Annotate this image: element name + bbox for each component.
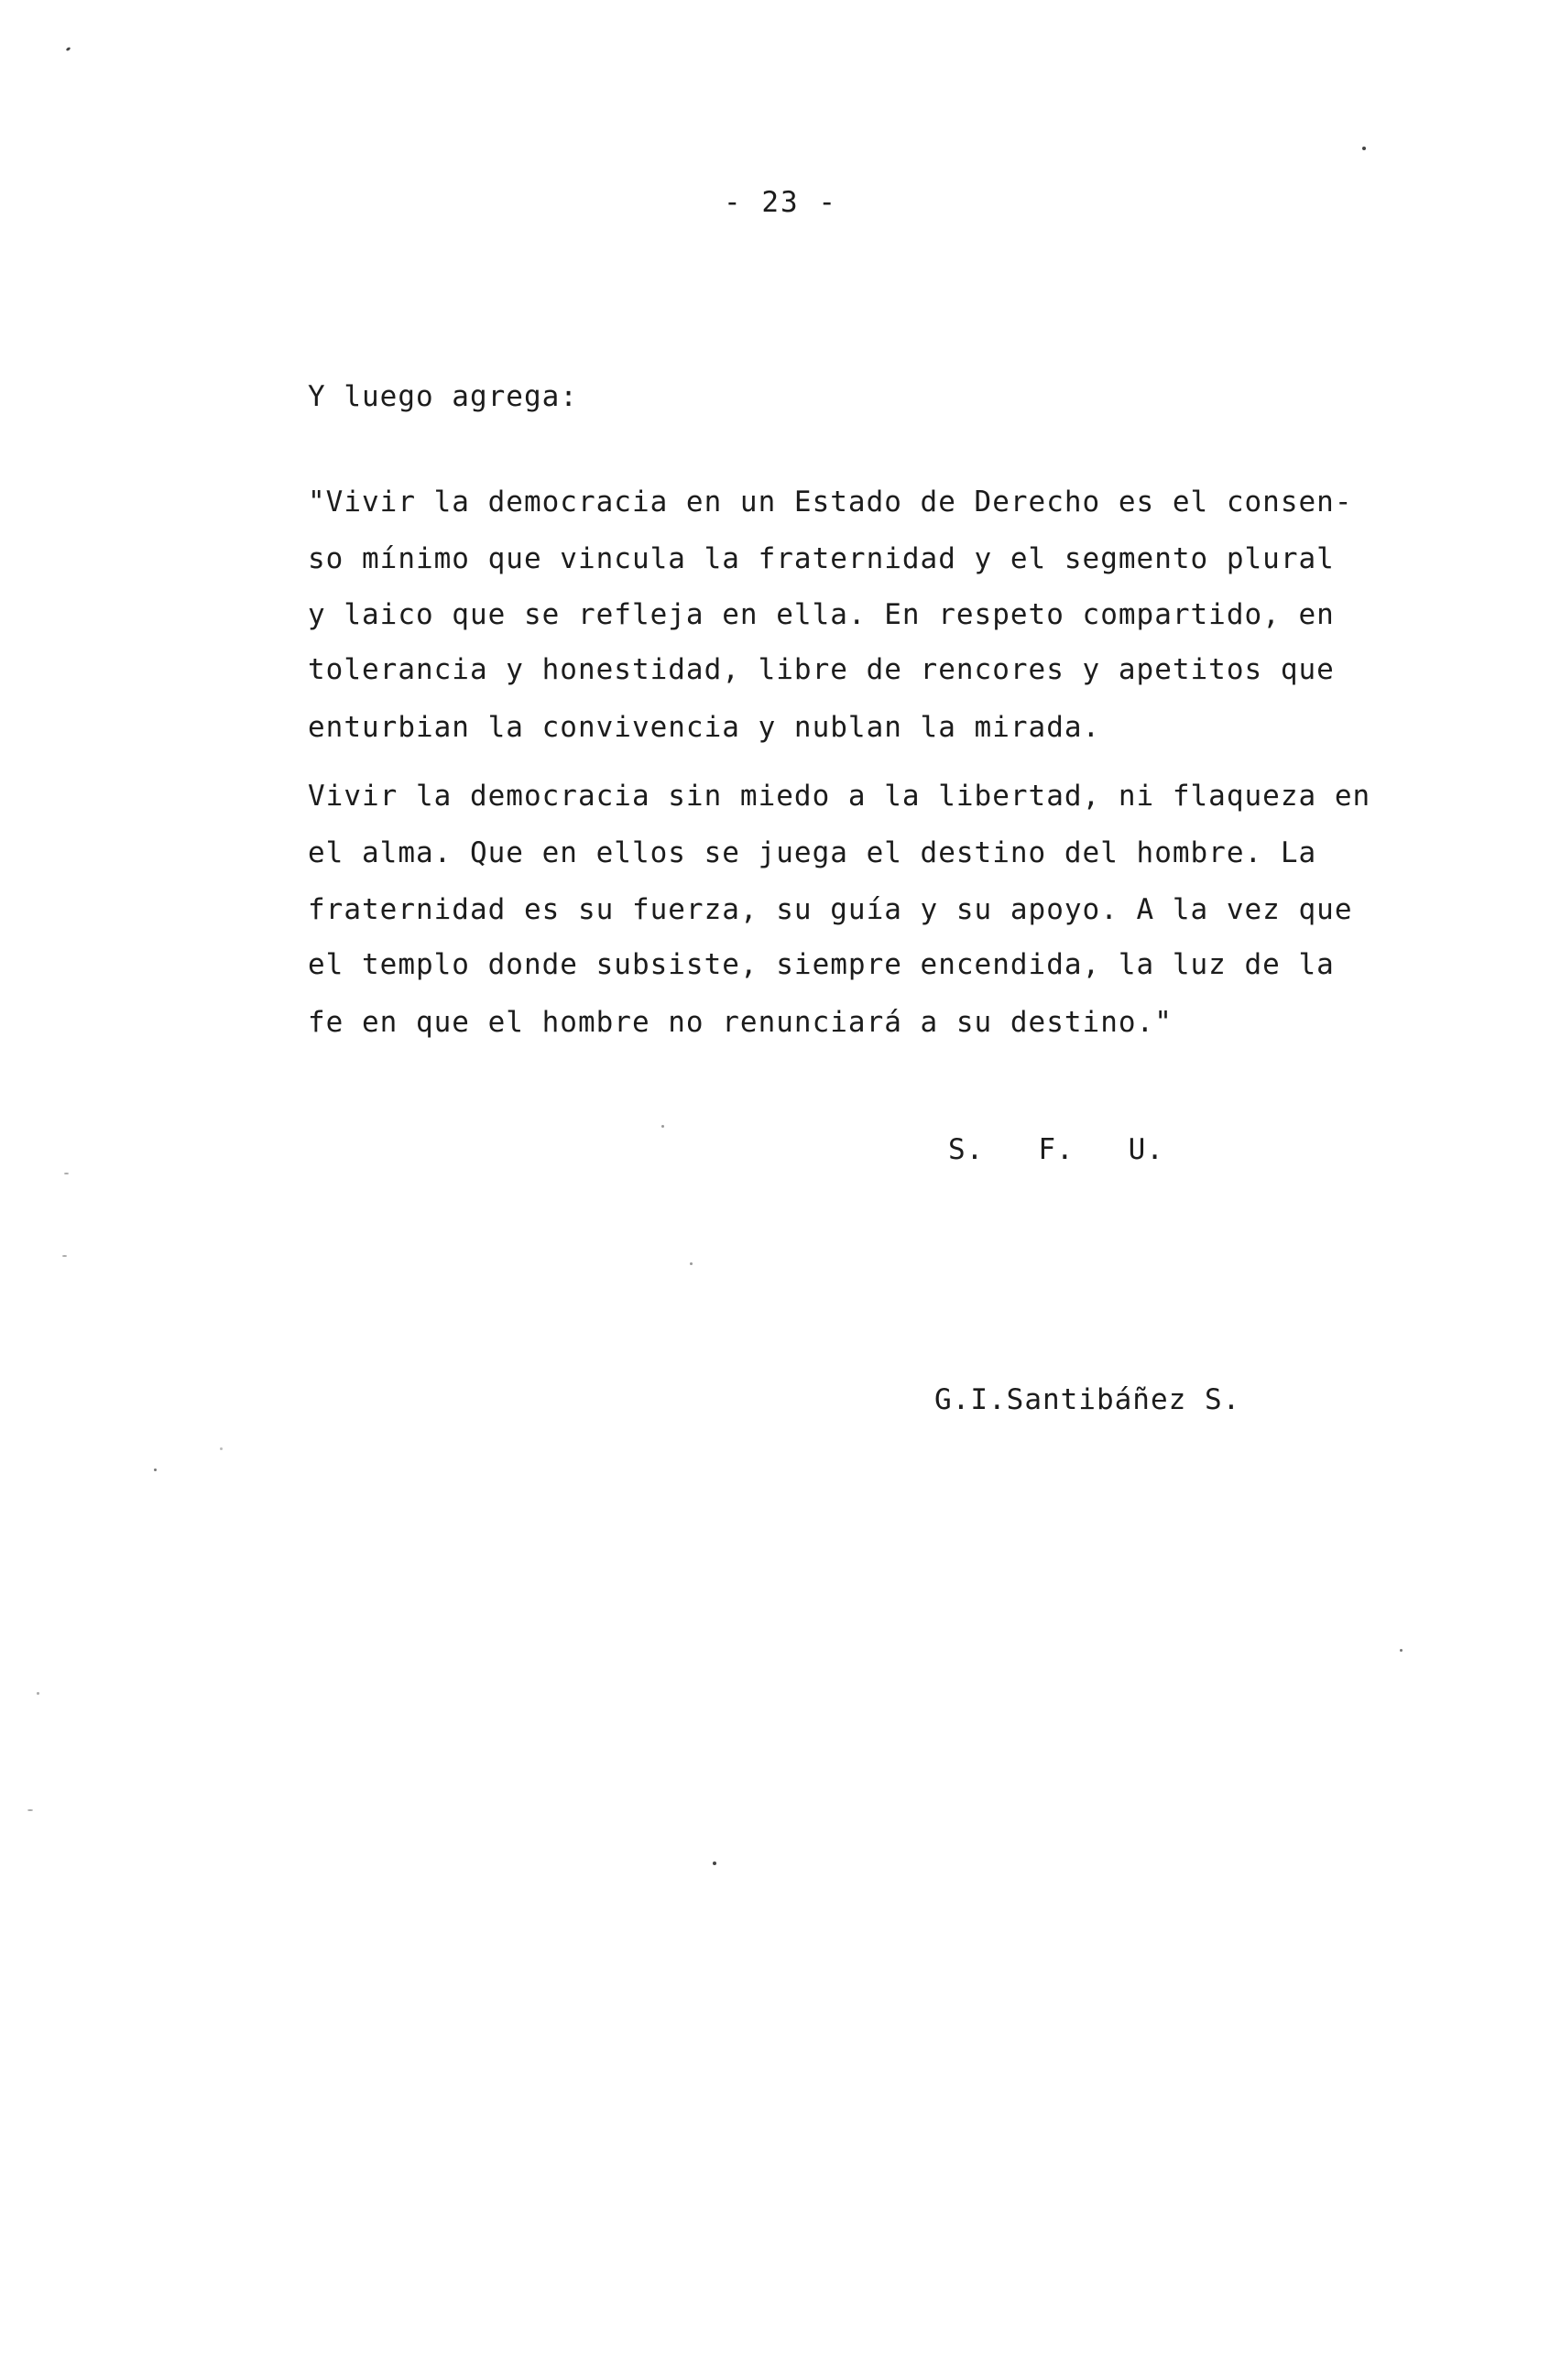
- scan-speck: [1362, 147, 1366, 150]
- scan-speck: [37, 1692, 39, 1695]
- text-line: fe en que el hombre no renunciará a su destino.": [308, 1006, 1173, 1039]
- scan-speck: [220, 1447, 223, 1450]
- scan-speck: [690, 1262, 693, 1265]
- text-line: el templo donde subsiste, siempre encendida, la luz de la: [308, 948, 1335, 981]
- text-line: el alma. Que en ellos se juega el destino del hombre. La: [308, 836, 1317, 869]
- scan-speck: [64, 1173, 69, 1174]
- scan-speck: [1400, 1649, 1403, 1652]
- scan-speck: [62, 1255, 67, 1257]
- page-number: - 23 -: [724, 186, 837, 219]
- scan-speck: [66, 47, 71, 51]
- signature: G.I.Santibáñez S.: [934, 1383, 1241, 1416]
- intro-line: Y luego agrega:: [308, 380, 578, 413]
- text-line: "Vivir la democracia en un Estado de Derecho es el consen-: [308, 486, 1353, 519]
- closing-initials: S. F. U.: [948, 1133, 1164, 1166]
- text-line: so mínimo que vincula la fraternidad y el segmento plural: [308, 542, 1335, 575]
- scan-speck: [661, 1125, 664, 1128]
- text-line: enturbian la convivencia y nublan la mirada.: [308, 711, 1101, 744]
- scan-speck: [27, 1809, 33, 1811]
- text-line: fraternidad es su fuerza, su guía y su apoyo. A la vez que: [308, 893, 1353, 926]
- text-line: Vivir la democracia sin miedo a la libertad, ni flaqueza en: [308, 780, 1371, 813]
- text-line: y laico que se refleja en ella. En respeto compartido, en: [308, 598, 1335, 631]
- scan-speck: [154, 1468, 157, 1471]
- scan-speck: [713, 1861, 716, 1865]
- text-line: tolerancia y honestidad, libre de rencores y apetitos que: [308, 653, 1335, 686]
